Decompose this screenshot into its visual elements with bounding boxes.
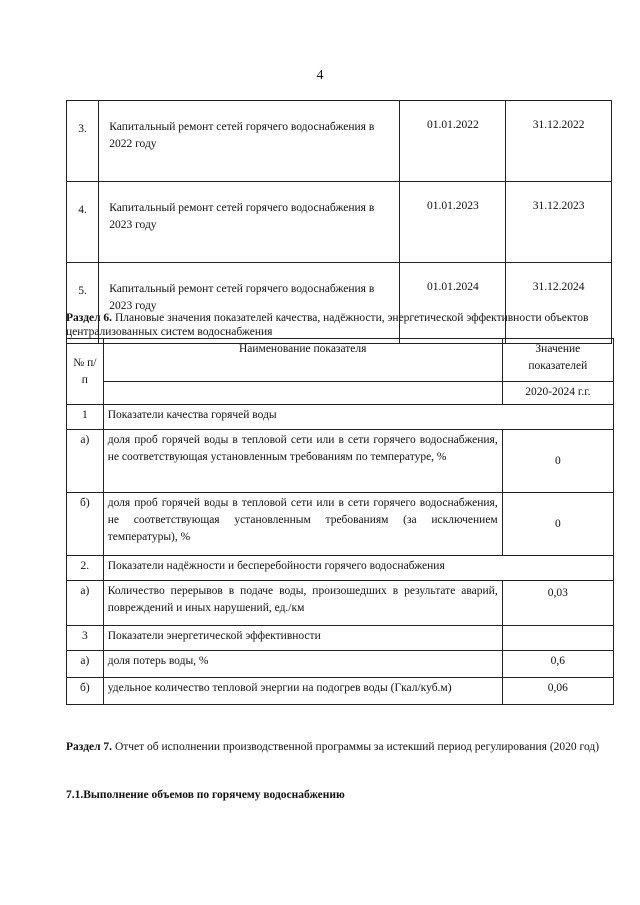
- indicator-value: 0: [502, 430, 613, 493]
- table-row: [67, 493, 614, 556]
- end-date: 31.12.2024: [506, 263, 612, 344]
- table-row: [67, 182, 612, 263]
- header-name: Наименование показателя: [103, 339, 502, 382]
- section-6-title: Плановые значения показателей качества, надёжности, энергетической эффективности объектов централизованных систем водоснабжения: [66, 312, 589, 338]
- header-row: [67, 382, 614, 405]
- section-7-1-label: 7.1.: [66, 789, 84, 801]
- row-number: 4.: [67, 182, 99, 263]
- row-number: а): [67, 430, 104, 493]
- end-date: 31.12.2023: [506, 182, 612, 263]
- works-schedule-table: [66, 100, 612, 344]
- indicator-group: Показатели надёжности и бесперебойности горячего водоснабжения: [103, 556, 613, 581]
- indicator-value: [502, 626, 613, 651]
- table-row: [67, 626, 614, 651]
- header-number: № п/п: [67, 339, 104, 405]
- row-number: а): [67, 581, 104, 626]
- indicator-value: 0,6: [502, 651, 613, 678]
- table-row: [67, 405, 614, 430]
- row-number: 1: [67, 405, 104, 430]
- table-row: [67, 101, 612, 182]
- work-name: Капитальный ремонт сетей горячего водоснабжения в 2023 году: [99, 263, 400, 344]
- table-row: [67, 678, 614, 705]
- header-row: [67, 339, 614, 382]
- row-number: а): [67, 651, 104, 678]
- section-6-heading: [66, 311, 614, 339]
- work-name: Капитальный ремонт сетей горячего водоснабжения в 2023 году: [99, 182, 400, 263]
- indicators-table: [66, 338, 614, 705]
- indicator-value: 0,03: [502, 581, 613, 626]
- indicator-name: доля проб горячей воды в тепловой сети или в сети горячего водоснабжения, не соответствующая установленным требованиям (за исключением температуры), %: [103, 493, 502, 556]
- section-7-1-heading: [66, 789, 345, 801]
- section-7-title: Отчет об исполнении производственной программы за истекший период регулирования (2020 год): [114, 741, 600, 753]
- indicator-value: 0: [502, 493, 613, 556]
- row-number: 3: [67, 626, 104, 651]
- section-7-label: Раздел 7.: [66, 741, 113, 753]
- row-number: 5.: [67, 263, 99, 344]
- row-number: б): [67, 493, 104, 556]
- header-period: 2020-2024 г.г.: [502, 382, 613, 405]
- start-date: 01.01.2024: [400, 263, 506, 344]
- row-number: 3.: [67, 101, 99, 182]
- indicator-group: Показатели качества горячей воды: [103, 405, 613, 430]
- header-value: Значение показателей: [502, 339, 613, 382]
- table-row: [67, 651, 614, 678]
- indicator-name: доля проб горячей воды в тепловой сети или в сети горячего водоснабжения, не соответствующая установленным требованиям по температуре, %: [103, 430, 502, 493]
- indicator-name: доля потерь воды, %: [103, 651, 502, 678]
- start-date: 01.01.2022: [400, 101, 506, 182]
- row-number: 2.: [67, 556, 104, 581]
- page-number: 4: [316, 68, 324, 83]
- section-7-1-title: Выполнение объемов по горячему водоснабжению: [83, 789, 345, 801]
- end-date: 31.12.2022: [506, 101, 612, 182]
- indicator-value: 0,06: [502, 678, 613, 705]
- indicator-group: Показатели энергетической эффективности: [103, 626, 502, 651]
- section-7-heading: [66, 739, 614, 755]
- start-date: 01.01.2023: [400, 182, 506, 263]
- section-6-label: Раздел 6.: [66, 312, 113, 324]
- table-row: [67, 581, 614, 626]
- row-number: б): [67, 678, 104, 705]
- indicator-name: Количество перерывов в подаче воды, произошедших в результате аварий, повреждений и иных нарушений, ед./км: [103, 581, 502, 626]
- header-empty: [103, 382, 502, 405]
- work-name: Капитальный ремонт сетей горячего водоснабжения в 2022 году: [99, 101, 400, 182]
- table-row: [67, 430, 614, 493]
- indicator-name: удельное количество тепловой энергии на подогрев воды (Гкал/куб.м): [103, 678, 502, 705]
- table-row: [67, 556, 614, 581]
